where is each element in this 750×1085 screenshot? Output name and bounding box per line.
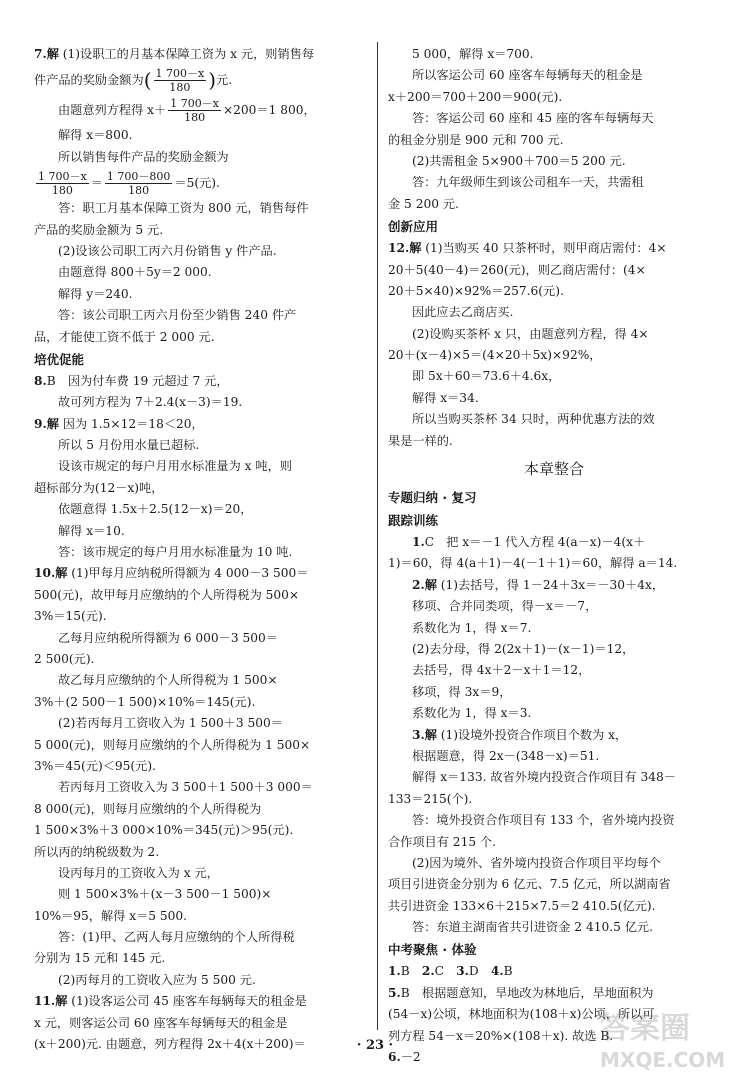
text-run: 则 1 500×3%＋(x－3 500－1 500)× (58, 887, 272, 902)
text-run: (2)若丙每月工资收入为 1 500＋3 500＝ (58, 716, 283, 731)
text-run: 移项、合并同类项，得－x＝－7， (412, 599, 598, 614)
fraction (154, 67, 207, 94)
text-run: 因此应去乙商店买. (412, 305, 514, 320)
text-run: B 因为付车费 19 元超过 7 元， (46, 373, 229, 388)
text-run: 20＋5(40－4)＝260(元)，则乙商店需付：(4× (388, 262, 646, 277)
text-run: 系数化为 1，得 x＝3. (412, 706, 532, 721)
text-run: 解得 x＝34. (412, 390, 479, 405)
text-run: 1)＝60，得 4(a＋1)－4(－1＋1)＝60，解得 a＝14. (388, 556, 678, 571)
section-heading (388, 215, 720, 238)
text-line (388, 151, 720, 172)
text-line (34, 371, 366, 392)
text-run: 答：(1)甲、乙两人每月应缴纳的个人所得税 (58, 930, 295, 945)
text-run: (x＋200)元. 由题意，列方程得 2x＋4(x＋200)＝ (34, 1037, 306, 1052)
text-line (388, 896, 720, 917)
text-line (34, 125, 366, 146)
text-run: (1)甲每月应纳税所得额为 4 000－3 500＝ (67, 566, 309, 581)
text-run: (2)去分母，得 2(2x＋1)－(x－1)＝12， (412, 641, 635, 656)
text-line (34, 884, 366, 905)
text-run: ×200＝1 800， (222, 103, 316, 118)
text-line (388, 108, 720, 129)
text-line (388, 44, 720, 65)
text-run: 若丙每月工资收入为 3 500＋1 500＋3 000＝ (58, 780, 313, 795)
problem-number: 1. (412, 535, 425, 550)
text-run: 移项，得 3x＝9， (412, 684, 512, 699)
text-line (388, 874, 720, 895)
text-run: 所以销售每件产品的奖励金额为 (58, 149, 229, 164)
text-run: 由题意列方程得 x＋ (58, 103, 167, 118)
text-line (388, 194, 720, 215)
text-run: 所以客运公司 60 座客车每辆每天的租金是 (412, 68, 643, 83)
left-column (34, 44, 366, 1055)
fraction (36, 170, 89, 197)
text-line (34, 842, 366, 863)
text-run: 设该市规定的每户月用水标准量为 x 吨，则 (58, 459, 292, 474)
text-run: x＋200＝700＋200＝900(元). (388, 89, 563, 104)
text-run: 2 500(元). (34, 651, 95, 666)
text-line (388, 260, 720, 281)
text-line (34, 606, 366, 627)
text-run: 答：九年级师生到该公司租车一天，共需租 (412, 175, 644, 190)
text-line (34, 478, 366, 499)
text-run: 3%＝45(元)＜95(元). (34, 758, 156, 773)
text-run: (1)设境外投资合作项目个数为 x， (436, 727, 628, 742)
text-run: 乙每月应纳税所得额为 6 000－3 500＝ (58, 630, 278, 645)
text-run: 依题意得 1.5x＋2.5(12－x)＝20， (58, 502, 253, 517)
text-run: 答：东道主湖南省共引进资金 2 410.5 亿元. (412, 920, 653, 935)
text-line (388, 238, 720, 259)
text-run: 解得 x＝10. (58, 523, 125, 538)
text-line (388, 553, 720, 574)
fraction-numerator: 1 700－x (38, 169, 87, 183)
problem-number: 8. (34, 373, 47, 388)
fraction-denominator: 180 (184, 110, 206, 124)
text-run: 由题意得 800＋5y＝2 000. (58, 265, 212, 280)
text-run: 3%＋(2 500－1 500)×10%＝145(元). (34, 694, 256, 709)
text-run: ＝ (90, 176, 103, 191)
text-line (388, 660, 720, 681)
text-run: x 元，则客运公司 60 座客车每辆每天的租金是 (34, 1015, 288, 1030)
text-line (34, 692, 366, 713)
page-number: · 23 · (356, 1038, 394, 1053)
watermark-bottom: MXQE.COM (600, 1048, 726, 1072)
text-line (34, 414, 366, 435)
text-line (388, 917, 720, 938)
text-line (34, 220, 366, 241)
section-heading-text: 培优促能 (34, 351, 85, 367)
section-heading (388, 938, 720, 961)
text-line (34, 713, 366, 734)
text-line (34, 585, 366, 606)
problem-number: 12.解 (388, 241, 422, 256)
text-run: 因为 1.5×12＝18＜20， (58, 416, 204, 431)
text-run: ＝5(元). (174, 176, 220, 191)
section-heading-text: 跟踪训练 (388, 513, 439, 529)
text-run: 5 000(元)，则每月应缴纳的个人所得税为 1 500× (34, 737, 311, 752)
problem-number: 3. (456, 964, 469, 979)
text-line (388, 345, 720, 366)
text-line (34, 284, 366, 305)
text-line (388, 682, 720, 703)
text-run: 3%＝15(元). (34, 609, 107, 624)
problem-number: 1. (388, 964, 401, 979)
text-run: (54－x)公顷，林地面积为(108＋x)公顷，所以可 (388, 1007, 655, 1022)
text-line (34, 628, 366, 649)
fraction-numerator: 1 700－x (170, 96, 219, 110)
problem-number: 5. (388, 985, 401, 1000)
text-line (34, 948, 366, 969)
text-line (34, 1013, 366, 1034)
problem-number: 2.解 (412, 577, 437, 592)
text-line (34, 927, 366, 948)
text-run: 解得 y＝240. (58, 286, 133, 301)
text-run: 133＝215(个). (388, 791, 473, 806)
text-run: 去括号，得 4x＋2－x＋1＝12， (412, 663, 591, 678)
text-run: 的租金分别是 900 元和 700 元. (388, 132, 564, 147)
text-line (34, 649, 366, 670)
section-heading-text: 专题归纳 · 复习 (388, 490, 477, 506)
text-run: 项目引进资金分别为 6 亿元、7.5 亿元，所以湖南省 (388, 877, 671, 892)
text-line (388, 302, 720, 323)
left-paren: ( (143, 68, 152, 93)
text-line (34, 542, 366, 563)
text-line (388, 281, 720, 302)
section-heading (388, 509, 720, 532)
text-run: 答：客运公司 60 座和 45 座的客车每辆每天 (412, 111, 654, 126)
text-run: 根据题意，得 2x－(348－x)＝51. (412, 748, 600, 763)
text-run: －2 (400, 1050, 421, 1065)
column-divider (377, 42, 378, 1030)
text-line (388, 725, 720, 746)
problem-number: 4. (490, 964, 504, 979)
text-run: (1)当购买 40 只茶杯时，则甲商店需付：4× (421, 241, 667, 256)
text-run: B (400, 964, 422, 979)
text-line (34, 305, 366, 326)
text-run: 故乙每月应缴纳的个人所得税为 1 500× (58, 673, 278, 688)
text-run: C 把 x＝－1 代入方程 4(a－x)－4(x＋ (424, 535, 646, 550)
text-line (34, 198, 366, 219)
text-line (34, 863, 366, 884)
text-line (388, 789, 720, 810)
text-line (388, 324, 720, 345)
problem-number: 2. (421, 964, 435, 979)
text-run: (2)因为境外、省外境内投资合作项目平均每个 (412, 855, 661, 870)
text-line (34, 327, 366, 348)
text-line (388, 130, 720, 151)
text-run: (1)设职工的月基本保障工资为 x 元，则销售每 (58, 47, 315, 61)
text-run: 设丙每月的工资收入为 x 元， (58, 865, 219, 880)
text-run: 答：该公司职工丙六月份至少销售 240 件产 (58, 308, 297, 323)
text-run: (2)设该公司职工丙六月份销售 y 件产品. (58, 243, 277, 258)
text-run: 共引进资金 133×6＋215×7.5＝2 410.5(亿元). (388, 898, 656, 913)
text-line (34, 991, 366, 1012)
text-run: C (434, 964, 457, 979)
text-run: 元. (216, 73, 233, 88)
text-line (34, 241, 366, 262)
text-line (388, 961, 720, 982)
text-run: 答：境外投资合作项目有 133 个，省外境内投资 (412, 813, 675, 828)
text-run: 8 000(元)，则每月应缴纳的个人所得税为 (34, 801, 262, 816)
text-run: 即 5x＋60＝73.6＋4.6x， (412, 369, 561, 384)
text-line (388, 810, 720, 831)
text-line (388, 639, 720, 660)
text-run: 10%＝95，解得 x＝5 500. (34, 908, 188, 923)
text-run: 解得 x＝800. (58, 128, 133, 143)
text-run: 分别为 15 元和 145 元. (34, 951, 166, 966)
text-run: D (468, 964, 491, 979)
text-line (388, 832, 720, 853)
fraction-denominator: 180 (51, 183, 73, 197)
problem-number: 7.解 (34, 47, 59, 61)
watermark-logo (600, 1010, 740, 1078)
text-run: 所以丙的纳税级数为 2. (34, 844, 160, 859)
text-line (34, 906, 366, 927)
chapter-title-text: 本章整合 (523, 460, 584, 479)
text-run: 系数化为 1，得 x＝7. (412, 620, 532, 635)
text-run: 果是一样的. (388, 433, 453, 448)
text-run: 答：该市规定的每户月用水标准量为 10 吨. (58, 545, 293, 560)
text-run: 5 000，解得 x＝700. (412, 47, 534, 61)
fraction (105, 170, 173, 197)
text-line (34, 777, 366, 798)
text-line (388, 767, 720, 788)
problem-number: 9.解 (34, 416, 59, 431)
text-run: 产品的奖励金额为 5 元. (34, 222, 164, 237)
text-line (388, 172, 720, 193)
text-line (34, 435, 366, 456)
text-run: 1 500×3%＋3 000×10%＝345(元)＞95(元). (34, 823, 294, 838)
text-line (388, 65, 720, 86)
text-run: (1)设客运公司 45 座客车每辆每天的租金是 (67, 994, 307, 1009)
text-run: 故可列方程为 7＋2.4(x－3)＝19. (58, 395, 243, 410)
text-line (34, 499, 366, 520)
text-line (388, 703, 720, 724)
problem-number: 11.解 (34, 994, 68, 1009)
text-run: 500(元)，故甲每月应缴纳的个人所得税为 500× (34, 587, 300, 602)
problem-number: 3.解 (412, 727, 437, 742)
text-line (34, 262, 366, 283)
text-run: 列方程 54－x＝20%×(108＋x). 故选 B. (388, 1028, 614, 1043)
text-run: 解得 x＝133. 故省外境内投资合作项目有 348－ (412, 770, 676, 785)
text-line (34, 521, 366, 542)
text-line (388, 746, 720, 767)
text-run: 件产品的奖励金额为 (34, 73, 144, 88)
text-line (388, 575, 720, 596)
text-run: 合作项目有 215 个. (388, 834, 497, 849)
text-line (388, 431, 720, 452)
text-line (34, 735, 366, 756)
text-line (34, 756, 366, 777)
right-column (388, 44, 720, 1068)
text-line (388, 618, 720, 639)
section-heading-text: 创新应用 (388, 219, 439, 235)
section-heading (34, 348, 366, 371)
problem-number: 10.解 (34, 566, 68, 581)
fraction-denominator: 180 (169, 80, 191, 94)
text-line (34, 147, 366, 168)
text-line (388, 388, 720, 409)
text-line (388, 853, 720, 874)
fraction-numerator: 1 700－x (155, 66, 205, 80)
text-run: 答：职工月基本保障工资为 800 元，销售每件 (58, 201, 309, 216)
text-line (388, 409, 720, 430)
formula-line (34, 65, 366, 95)
fraction (168, 97, 221, 124)
text-line (34, 44, 366, 65)
chapter-title (388, 454, 720, 484)
formula-line (34, 95, 366, 125)
text-run: 20＋5×40)×92%＝257.6(元). (388, 283, 564, 298)
text-line (388, 596, 720, 617)
text-run: (2)设购买茶杯 x 只，由题意列方程，得 4× (412, 326, 649, 341)
text-run: B (503, 964, 513, 979)
text-line (388, 87, 720, 108)
text-run: 所以 5 月份用水量已超标. (58, 438, 200, 453)
text-run: 品，才能使工资不低于 2 000 元. (34, 329, 215, 344)
fraction-numerator: 1 700－800 (106, 169, 171, 183)
section-heading (388, 486, 720, 509)
text-line (34, 456, 366, 477)
text-run: 超标部分为(12－x)吨， (34, 480, 164, 495)
text-run: 所以当购买茶杯 34 只时，两种优惠方法的效 (412, 412, 655, 427)
problem-number: 6. (388, 1050, 401, 1065)
text-run: B 根据题意知，旱地改为林地后，旱地面积为 (400, 985, 654, 1000)
watermark-top: 答案圈 (600, 1011, 690, 1046)
text-line (34, 392, 366, 413)
text-line (388, 366, 720, 387)
text-line (34, 799, 366, 820)
text-line (34, 970, 366, 991)
text-run: (2)共需租金 5×900＋700＝5 200 元. (412, 153, 626, 168)
text-run: (1)去括号，得 1－24＋3x＝－30＋4x， (436, 577, 665, 592)
text-line (34, 563, 366, 584)
text-run: (2)丙每月的工资收入应为 5 500 元. (58, 972, 256, 987)
right-paren: ) (208, 68, 217, 93)
section-heading-text: 中考聚焦 · 体验 (388, 942, 477, 958)
text-line (388, 983, 720, 1004)
text-run: 金 5 200 元. (388, 196, 459, 211)
text-run: 20＋(x－4)×5＝(4×20＋5x)×92%， (388, 348, 602, 363)
formula-line (34, 168, 366, 198)
fraction-denominator: 180 (128, 183, 150, 197)
text-line (388, 532, 720, 553)
text-line (34, 670, 366, 691)
text-line (34, 820, 366, 841)
